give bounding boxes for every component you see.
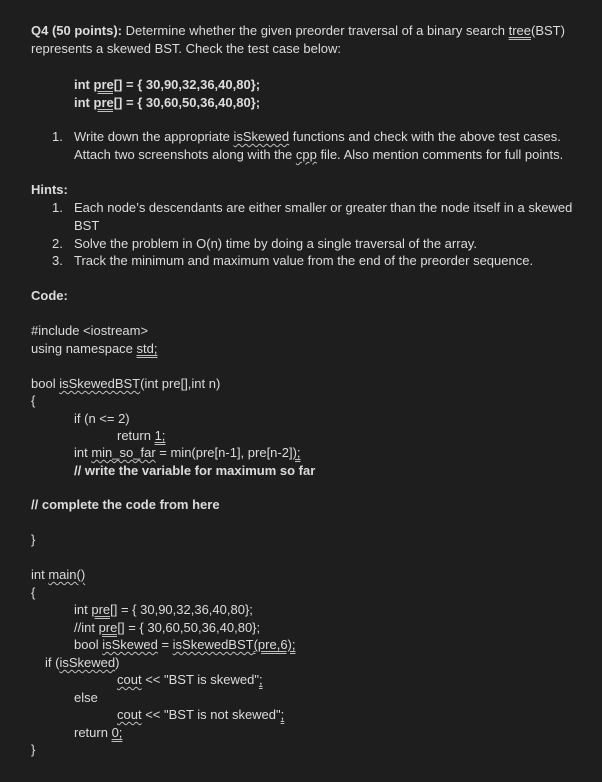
code-comment-complete: // complete the code from here (31, 497, 220, 512)
code-if-n: if (n <= 2) (74, 411, 130, 426)
code-cout1-a: cout (117, 672, 142, 687)
code-cout1-b: << "BST is skewed" (141, 672, 259, 687)
task-number: 1. (52, 129, 63, 144)
task-text-c: functions and check with the above test cases. (289, 129, 561, 144)
code-minsf-d: ); (292, 445, 301, 460)
hint-1-number: 1. (52, 200, 63, 215)
code-signature (31, 375, 220, 393)
code-return-0 (74, 724, 122, 742)
code-ret0-a: return (74, 725, 112, 740)
code-ret1-a: return (117, 428, 155, 443)
code-main-a: int (31, 567, 49, 582)
code-pre2-var: pre[] (98, 620, 125, 635)
hint-3-line: Track the minimum and maximum value from the end of the preorder sequence. (74, 253, 534, 268)
code-min-so-far (74, 444, 301, 462)
hint-2-number: 2. (52, 236, 63, 251)
code-title: Code: (31, 288, 68, 303)
testcase-2-values: = { 30,60,50,36,40,80}; (122, 95, 261, 110)
code-cout-not-skewed (117, 706, 284, 724)
code-brace-open: { (31, 393, 36, 408)
code-pre2-values: = { 30,60,50,36,40,80}; (124, 620, 261, 635)
code-cout-skewed (117, 671, 263, 689)
task-text-a: Write down the appropriate (74, 129, 234, 144)
code-isskewed-decl (74, 636, 296, 654)
code-main (31, 566, 85, 584)
code-cout2-a: cout (117, 707, 142, 722)
code-comment-max: // write the variable for maximum so far (74, 463, 316, 478)
code-isk-fn: isSkewedBST (172, 637, 254, 652)
code-brace-close: } (31, 532, 36, 547)
bst-word: (BST) (531, 23, 565, 38)
code-pre1-values: = { 30,90,32,36,40,80}; (117, 602, 253, 617)
code-minsf-c: = min(pre[n-1], pre[n-2] (155, 445, 293, 460)
testcase-1-type: int (74, 77, 94, 92)
code-sig-params: (int pre[],int n) (140, 376, 221, 391)
question-line-2: represents a skewed BST. Check the test case below: (31, 41, 341, 56)
code-include: #include <iostream> (31, 323, 149, 338)
testcase-1 (74, 76, 260, 94)
task-cpp: cpp (295, 147, 317, 162)
code-if-c: ) (115, 655, 120, 670)
code-using (31, 340, 157, 358)
task-line-1 (74, 128, 561, 146)
testcase-2-var: pre[] (93, 95, 123, 110)
code-cout2-b: << "BST is not skewed" (141, 707, 281, 722)
code-sig-fn: isSkewedBST (59, 376, 141, 391)
task-line-2 (74, 146, 563, 164)
hints-title: Hints: (31, 182, 68, 197)
testcase-1-var: pre[] (93, 77, 123, 92)
tree-word: tree (508, 23, 532, 38)
code-std: std; (136, 341, 158, 356)
code-minsf-a: int (74, 445, 92, 460)
code-ret0-b: 0; (111, 725, 123, 740)
code-isk-args: (pre,6); (253, 637, 296, 652)
code-main-brace-close: } (31, 742, 36, 757)
code-isk-var: isSkewed (102, 637, 158, 652)
hint-2-line: Solve the problem in O(n) time by doing a single traversal of the array. (74, 236, 477, 251)
task-text-d: Attach two screenshots along with the (74, 147, 296, 162)
code-isk-a: bool (74, 637, 103, 652)
code-main-fn: main() (48, 567, 86, 582)
code-else: else (74, 690, 98, 705)
task-isskewed: isSkewed (233, 129, 290, 144)
testcase-1-values: = { 30,90,32,36,40,80}; (122, 77, 261, 92)
code-using-a: using namespace (31, 341, 137, 356)
code-if-a: if ( (45, 655, 60, 670)
code-pre1-a: int (74, 602, 92, 617)
code-minsf-var: min_so_far (91, 445, 156, 460)
code-main-brace-open: { (31, 585, 36, 600)
code-return-1 (117, 427, 165, 445)
code-sig-a: bool (31, 376, 60, 391)
question-text: Determine whether the given preorder traversal of a binary search (122, 23, 509, 38)
hint-3-number: 3. (52, 253, 63, 268)
code-pre-1 (74, 601, 253, 619)
testcase-2-type: int (74, 95, 94, 110)
question-label: Q4 (50 points): (31, 23, 123, 38)
code-ret1-b: 1; (154, 428, 166, 443)
code-pre-2 (74, 619, 260, 637)
code-pre1-var: pre[] (91, 602, 118, 617)
code-isk-eq: = (157, 637, 173, 652)
code-pre2-a: //int (74, 620, 99, 635)
code-cout2-c: ; (280, 707, 285, 722)
testcase-2 (74, 94, 260, 112)
question-line-1 (31, 22, 565, 40)
task-text-f: file. Also mention comments for full points. (316, 147, 564, 162)
code-if-var: isSkewed (59, 655, 116, 670)
hint-1-line-2: BST (74, 218, 100, 233)
code-cout1-c: ; (258, 672, 263, 687)
code-if-isskewed (45, 654, 119, 672)
hint-1-line-1: Each node’s descendants are either smaller or greater than the node itself in a skewed (74, 200, 573, 215)
